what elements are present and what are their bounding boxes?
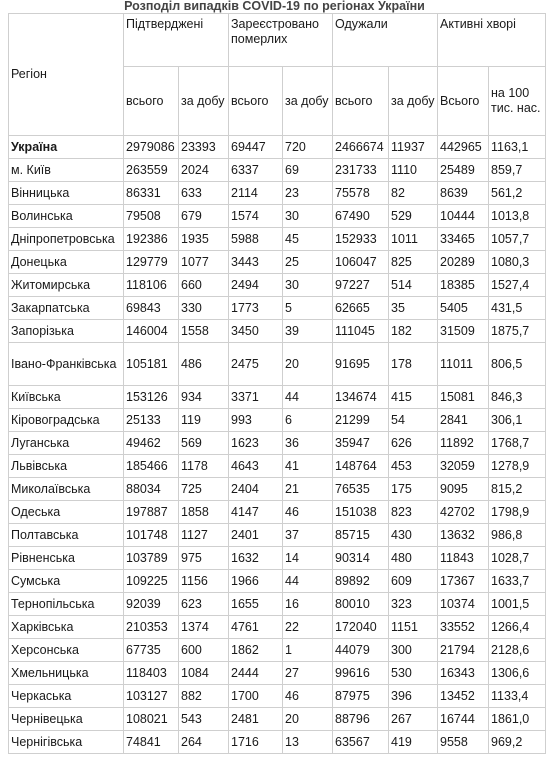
table-row bbox=[9, 731, 546, 754]
value-cell: 14 bbox=[283, 547, 333, 570]
subheader-per-day: за добу bbox=[389, 67, 438, 136]
region-name-cell: Закарпатська bbox=[9, 297, 124, 320]
value-cell: 97227 bbox=[333, 274, 389, 297]
value-cell: 1013,8 bbox=[489, 205, 546, 228]
table-row bbox=[9, 251, 546, 274]
table-row bbox=[9, 159, 546, 182]
value-cell: 30 bbox=[283, 205, 333, 228]
value-cell: 178 bbox=[389, 343, 438, 386]
value-cell: 1966 bbox=[229, 570, 283, 593]
value-cell: 3371 bbox=[229, 386, 283, 409]
value-cell: 2114 bbox=[229, 182, 283, 205]
value-cell: 5405 bbox=[438, 297, 489, 320]
value-cell: 442965 bbox=[438, 136, 489, 159]
value-cell: 323 bbox=[389, 593, 438, 616]
value-cell: 2404 bbox=[229, 478, 283, 501]
value-cell: 3443 bbox=[229, 251, 283, 274]
value-cell: 267 bbox=[389, 708, 438, 731]
table-row bbox=[9, 386, 546, 409]
value-cell: 20 bbox=[283, 708, 333, 731]
region-name-cell: Харківська bbox=[9, 616, 124, 639]
region-name-cell: Дніпропетровська bbox=[9, 228, 124, 251]
region-name-cell: Чернівецька bbox=[9, 708, 124, 731]
value-cell: 1773 bbox=[229, 297, 283, 320]
value-cell: 2475 bbox=[229, 343, 283, 386]
value-cell: 530 bbox=[389, 662, 438, 685]
table-row bbox=[9, 182, 546, 205]
value-cell: 2481 bbox=[229, 708, 283, 731]
value-cell: 69843 bbox=[124, 297, 179, 320]
value-cell: 969,2 bbox=[489, 731, 546, 754]
value-cell: 103789 bbox=[124, 547, 179, 570]
value-cell: 85715 bbox=[333, 524, 389, 547]
value-cell: 725 bbox=[179, 478, 229, 501]
value-cell: 2401 bbox=[229, 524, 283, 547]
value-cell: 1700 bbox=[229, 685, 283, 708]
value-cell: 46 bbox=[283, 685, 333, 708]
value-cell: 1151 bbox=[389, 616, 438, 639]
covid-region-table bbox=[8, 13, 546, 754]
value-cell: 45 bbox=[283, 228, 333, 251]
value-cell: 1 bbox=[283, 639, 333, 662]
value-cell: 2024 bbox=[179, 159, 229, 182]
value-cell: 1633,7 bbox=[489, 570, 546, 593]
value-cell: 146004 bbox=[124, 320, 179, 343]
value-cell: 111045 bbox=[333, 320, 389, 343]
value-cell: 172040 bbox=[333, 616, 389, 639]
region-name-cell: Хмельницька bbox=[9, 662, 124, 685]
value-cell: 69447 bbox=[229, 136, 283, 159]
value-cell: 88034 bbox=[124, 478, 179, 501]
value-cell: 22 bbox=[283, 616, 333, 639]
value-cell: 44 bbox=[283, 570, 333, 593]
value-cell: 986,8 bbox=[489, 524, 546, 547]
value-cell: 626 bbox=[389, 432, 438, 455]
table-row bbox=[9, 205, 546, 228]
value-cell: 182 bbox=[389, 320, 438, 343]
table-row bbox=[9, 455, 546, 478]
region-name-cell: Кіровоградська bbox=[9, 409, 124, 432]
region-name-cell: Житомирська bbox=[9, 274, 124, 297]
value-cell: 2444 bbox=[229, 662, 283, 685]
table-row bbox=[9, 593, 546, 616]
value-cell: 36 bbox=[283, 432, 333, 455]
value-cell: 1875,7 bbox=[489, 320, 546, 343]
table-row bbox=[9, 547, 546, 570]
table-row bbox=[9, 478, 546, 501]
value-cell: 109225 bbox=[124, 570, 179, 593]
value-cell: 105181 bbox=[124, 343, 179, 386]
value-cell: 1558 bbox=[179, 320, 229, 343]
value-cell: 6 bbox=[283, 409, 333, 432]
table-row bbox=[9, 639, 546, 662]
region-name-cell: Одеська bbox=[9, 501, 124, 524]
region-name-cell: Черкаська bbox=[9, 685, 124, 708]
value-cell: 11843 bbox=[438, 547, 489, 570]
value-cell: 1001,5 bbox=[489, 593, 546, 616]
region-name-cell: Херсонська bbox=[9, 639, 124, 662]
value-cell: 18385 bbox=[438, 274, 489, 297]
value-cell: 859,7 bbox=[489, 159, 546, 182]
value-cell: 91695 bbox=[333, 343, 389, 386]
subheader-per-day: за добу bbox=[283, 67, 333, 136]
value-cell: 1133,4 bbox=[489, 685, 546, 708]
value-cell: 37 bbox=[283, 524, 333, 547]
table-row bbox=[9, 274, 546, 297]
table-row bbox=[9, 228, 546, 251]
value-cell: 396 bbox=[389, 685, 438, 708]
value-cell: 11892 bbox=[438, 432, 489, 455]
value-cell: 39 bbox=[283, 320, 333, 343]
value-cell: 23393 bbox=[179, 136, 229, 159]
value-cell: 1178 bbox=[179, 455, 229, 478]
value-cell: 80010 bbox=[333, 593, 389, 616]
region-name-cell: Луганська bbox=[9, 432, 124, 455]
value-cell: 20289 bbox=[438, 251, 489, 274]
value-cell: 35947 bbox=[333, 432, 389, 455]
value-cell: 330 bbox=[179, 297, 229, 320]
value-cell: 108021 bbox=[124, 708, 179, 731]
region-name-cell: м. Київ bbox=[9, 159, 124, 182]
value-cell: 46 bbox=[283, 501, 333, 524]
value-cell: 6337 bbox=[229, 159, 283, 182]
value-cell: 815,2 bbox=[489, 478, 546, 501]
value-cell: 101748 bbox=[124, 524, 179, 547]
value-cell: 529 bbox=[389, 205, 438, 228]
table-row bbox=[9, 662, 546, 685]
value-cell: 21299 bbox=[333, 409, 389, 432]
value-cell: 993 bbox=[229, 409, 283, 432]
value-cell: 87975 bbox=[333, 685, 389, 708]
header-recovered: Одужали bbox=[333, 14, 438, 67]
value-cell: 415 bbox=[389, 386, 438, 409]
value-cell: 633 bbox=[179, 182, 229, 205]
value-cell: 119 bbox=[179, 409, 229, 432]
value-cell: 1127 bbox=[179, 524, 229, 547]
value-cell: 264 bbox=[179, 731, 229, 754]
value-cell: 21794 bbox=[438, 639, 489, 662]
value-cell: 153126 bbox=[124, 386, 179, 409]
value-cell: 41 bbox=[283, 455, 333, 478]
header-row-groups bbox=[9, 14, 546, 67]
region-name-cell: Україна bbox=[9, 136, 124, 159]
value-cell: 31509 bbox=[438, 320, 489, 343]
value-cell: 4147 bbox=[229, 501, 283, 524]
value-cell: 486 bbox=[179, 343, 229, 386]
value-cell: 1623 bbox=[229, 432, 283, 455]
table-row bbox=[9, 708, 546, 731]
value-cell: 118106 bbox=[124, 274, 179, 297]
value-cell: 69 bbox=[283, 159, 333, 182]
header-region: Регіон bbox=[9, 14, 124, 136]
value-cell: 806,5 bbox=[489, 343, 546, 386]
value-cell: 1798,9 bbox=[489, 501, 546, 524]
value-cell: 1278,9 bbox=[489, 455, 546, 478]
value-cell: 49462 bbox=[124, 432, 179, 455]
value-cell: 1632 bbox=[229, 547, 283, 570]
value-cell: 210353 bbox=[124, 616, 179, 639]
value-cell: 1527,4 bbox=[489, 274, 546, 297]
value-cell: 1011 bbox=[389, 228, 438, 251]
region-name-cell: Миколаївська bbox=[9, 478, 124, 501]
value-cell: 15081 bbox=[438, 386, 489, 409]
value-cell: 106047 bbox=[333, 251, 389, 274]
table-row bbox=[9, 616, 546, 639]
subheader-total: Всього bbox=[438, 67, 489, 136]
value-cell: 151038 bbox=[333, 501, 389, 524]
value-cell: 23 bbox=[283, 182, 333, 205]
value-cell: 35 bbox=[389, 297, 438, 320]
value-cell: 1716 bbox=[229, 731, 283, 754]
subheader-total: всього bbox=[124, 67, 179, 136]
table-row bbox=[9, 297, 546, 320]
value-cell: 25133 bbox=[124, 409, 179, 432]
table-row bbox=[9, 524, 546, 547]
value-cell: 4761 bbox=[229, 616, 283, 639]
value-cell: 67490 bbox=[333, 205, 389, 228]
value-cell: 263559 bbox=[124, 159, 179, 182]
value-cell: 1057,7 bbox=[489, 228, 546, 251]
value-cell: 9095 bbox=[438, 478, 489, 501]
value-cell: 1084 bbox=[179, 662, 229, 685]
value-cell: 514 bbox=[389, 274, 438, 297]
value-cell: 152933 bbox=[333, 228, 389, 251]
value-cell: 16744 bbox=[438, 708, 489, 731]
value-cell: 185466 bbox=[124, 455, 179, 478]
table-row bbox=[9, 685, 546, 708]
subheader-total: всього bbox=[333, 67, 389, 136]
region-name-cell: Запорізька bbox=[9, 320, 124, 343]
value-cell: 600 bbox=[179, 639, 229, 662]
value-cell: 1858 bbox=[179, 501, 229, 524]
value-cell: 10374 bbox=[438, 593, 489, 616]
table-row bbox=[9, 570, 546, 593]
value-cell: 86331 bbox=[124, 182, 179, 205]
value-cell: 11011 bbox=[438, 343, 489, 386]
value-cell: 823 bbox=[389, 501, 438, 524]
region-name-cell: Вінницька bbox=[9, 182, 124, 205]
region-name-cell: Сумська bbox=[9, 570, 124, 593]
region-name-cell: Донецька bbox=[9, 251, 124, 274]
value-cell: 27 bbox=[283, 662, 333, 685]
value-cell: 1768,7 bbox=[489, 432, 546, 455]
value-cell: 1110 bbox=[389, 159, 438, 182]
value-cell: 306,1 bbox=[489, 409, 546, 432]
header-active: Активні хворі bbox=[438, 14, 546, 67]
value-cell: 118403 bbox=[124, 662, 179, 685]
value-cell: 431,5 bbox=[489, 297, 546, 320]
value-cell: 74841 bbox=[124, 731, 179, 754]
value-cell: 4643 bbox=[229, 455, 283, 478]
value-cell: 67735 bbox=[124, 639, 179, 662]
value-cell: 569 bbox=[179, 432, 229, 455]
region-name-cell: Рівненська bbox=[9, 547, 124, 570]
value-cell: 54 bbox=[389, 409, 438, 432]
value-cell: 25489 bbox=[438, 159, 489, 182]
table-row bbox=[9, 343, 546, 386]
value-cell: 75578 bbox=[333, 182, 389, 205]
value-cell: 660 bbox=[179, 274, 229, 297]
value-cell: 2494 bbox=[229, 274, 283, 297]
value-cell: 11937 bbox=[389, 136, 438, 159]
value-cell: 609 bbox=[389, 570, 438, 593]
value-cell: 44079 bbox=[333, 639, 389, 662]
table-row bbox=[9, 136, 546, 159]
value-cell: 192386 bbox=[124, 228, 179, 251]
value-cell: 1935 bbox=[179, 228, 229, 251]
table-row bbox=[9, 432, 546, 455]
value-cell: 1080,3 bbox=[489, 251, 546, 274]
value-cell: 1374 bbox=[179, 616, 229, 639]
value-cell: 79508 bbox=[124, 205, 179, 228]
value-cell: 10444 bbox=[438, 205, 489, 228]
value-cell: 16 bbox=[283, 593, 333, 616]
value-cell: 430 bbox=[389, 524, 438, 547]
value-cell: 103127 bbox=[124, 685, 179, 708]
value-cell: 975 bbox=[179, 547, 229, 570]
table-caption: Розподіл випадків COVID-19 по регіонах України bbox=[124, 0, 425, 13]
value-cell: 1861,0 bbox=[489, 708, 546, 731]
value-cell: 25 bbox=[283, 251, 333, 274]
value-cell: 88796 bbox=[333, 708, 389, 731]
value-cell: 129779 bbox=[124, 251, 179, 274]
header-deaths: Зареєстровано померлих bbox=[229, 14, 333, 67]
value-cell: 882 bbox=[179, 685, 229, 708]
value-cell: 16343 bbox=[438, 662, 489, 685]
value-cell: 44 bbox=[283, 386, 333, 409]
value-cell: 21 bbox=[283, 478, 333, 501]
value-cell: 1028,7 bbox=[489, 547, 546, 570]
value-cell: 825 bbox=[389, 251, 438, 274]
value-cell: 2841 bbox=[438, 409, 489, 432]
value-cell: 90314 bbox=[333, 547, 389, 570]
region-name-cell: Київська bbox=[9, 386, 124, 409]
value-cell: 846,3 bbox=[489, 386, 546, 409]
value-cell: 419 bbox=[389, 731, 438, 754]
subheader-per-100k: на 100 тис. нас. bbox=[489, 67, 546, 136]
value-cell: 32059 bbox=[438, 455, 489, 478]
value-cell: 42702 bbox=[438, 501, 489, 524]
value-cell: 1156 bbox=[179, 570, 229, 593]
value-cell: 76535 bbox=[333, 478, 389, 501]
value-cell: 561,2 bbox=[489, 182, 546, 205]
value-cell: 720 bbox=[283, 136, 333, 159]
value-cell: 231733 bbox=[333, 159, 389, 182]
header-confirmed: Підтверджені bbox=[124, 14, 229, 67]
value-cell: 175 bbox=[389, 478, 438, 501]
value-cell: 2128,6 bbox=[489, 639, 546, 662]
value-cell: 623 bbox=[179, 593, 229, 616]
value-cell: 33465 bbox=[438, 228, 489, 251]
value-cell: 17367 bbox=[438, 570, 489, 593]
region-name-cell: Чернігівська bbox=[9, 731, 124, 754]
value-cell: 1266,4 bbox=[489, 616, 546, 639]
value-cell: 934 bbox=[179, 386, 229, 409]
table-row bbox=[9, 501, 546, 524]
value-cell: 89892 bbox=[333, 570, 389, 593]
value-cell: 197887 bbox=[124, 501, 179, 524]
value-cell: 30 bbox=[283, 274, 333, 297]
value-cell: 5988 bbox=[229, 228, 283, 251]
table-row bbox=[9, 409, 546, 432]
value-cell: 92039 bbox=[124, 593, 179, 616]
region-name-cell: Івано-Франківська bbox=[9, 343, 124, 386]
region-name-cell: Тернопільська bbox=[9, 593, 124, 616]
value-cell: 62665 bbox=[333, 297, 389, 320]
value-cell: 3450 bbox=[229, 320, 283, 343]
value-cell: 1163,1 bbox=[489, 136, 546, 159]
value-cell: 33552 bbox=[438, 616, 489, 639]
value-cell: 1862 bbox=[229, 639, 283, 662]
table-row bbox=[9, 320, 546, 343]
region-name-cell: Полтавська bbox=[9, 524, 124, 547]
value-cell: 13632 bbox=[438, 524, 489, 547]
value-cell: 300 bbox=[389, 639, 438, 662]
value-cell: 679 bbox=[179, 205, 229, 228]
value-cell: 20 bbox=[283, 343, 333, 386]
subheader-per-day: за добу bbox=[179, 67, 229, 136]
value-cell: 1574 bbox=[229, 205, 283, 228]
value-cell: 13 bbox=[283, 731, 333, 754]
value-cell: 2979086 bbox=[124, 136, 179, 159]
value-cell: 82 bbox=[389, 182, 438, 205]
value-cell: 1306,6 bbox=[489, 662, 546, 685]
value-cell: 453 bbox=[389, 455, 438, 478]
value-cell: 480 bbox=[389, 547, 438, 570]
region-name-cell: Львівська bbox=[9, 455, 124, 478]
value-cell: 99616 bbox=[333, 662, 389, 685]
subheader-total: всього bbox=[229, 67, 283, 136]
value-cell: 63567 bbox=[333, 731, 389, 754]
value-cell: 1077 bbox=[179, 251, 229, 274]
value-cell: 13452 bbox=[438, 685, 489, 708]
value-cell: 9558 bbox=[438, 731, 489, 754]
value-cell: 2466674 bbox=[333, 136, 389, 159]
value-cell: 5 bbox=[283, 297, 333, 320]
value-cell: 134674 bbox=[333, 386, 389, 409]
value-cell: 1655 bbox=[229, 593, 283, 616]
value-cell: 8639 bbox=[438, 182, 489, 205]
value-cell: 148764 bbox=[333, 455, 389, 478]
region-name-cell: Волинська bbox=[9, 205, 124, 228]
value-cell: 543 bbox=[179, 708, 229, 731]
